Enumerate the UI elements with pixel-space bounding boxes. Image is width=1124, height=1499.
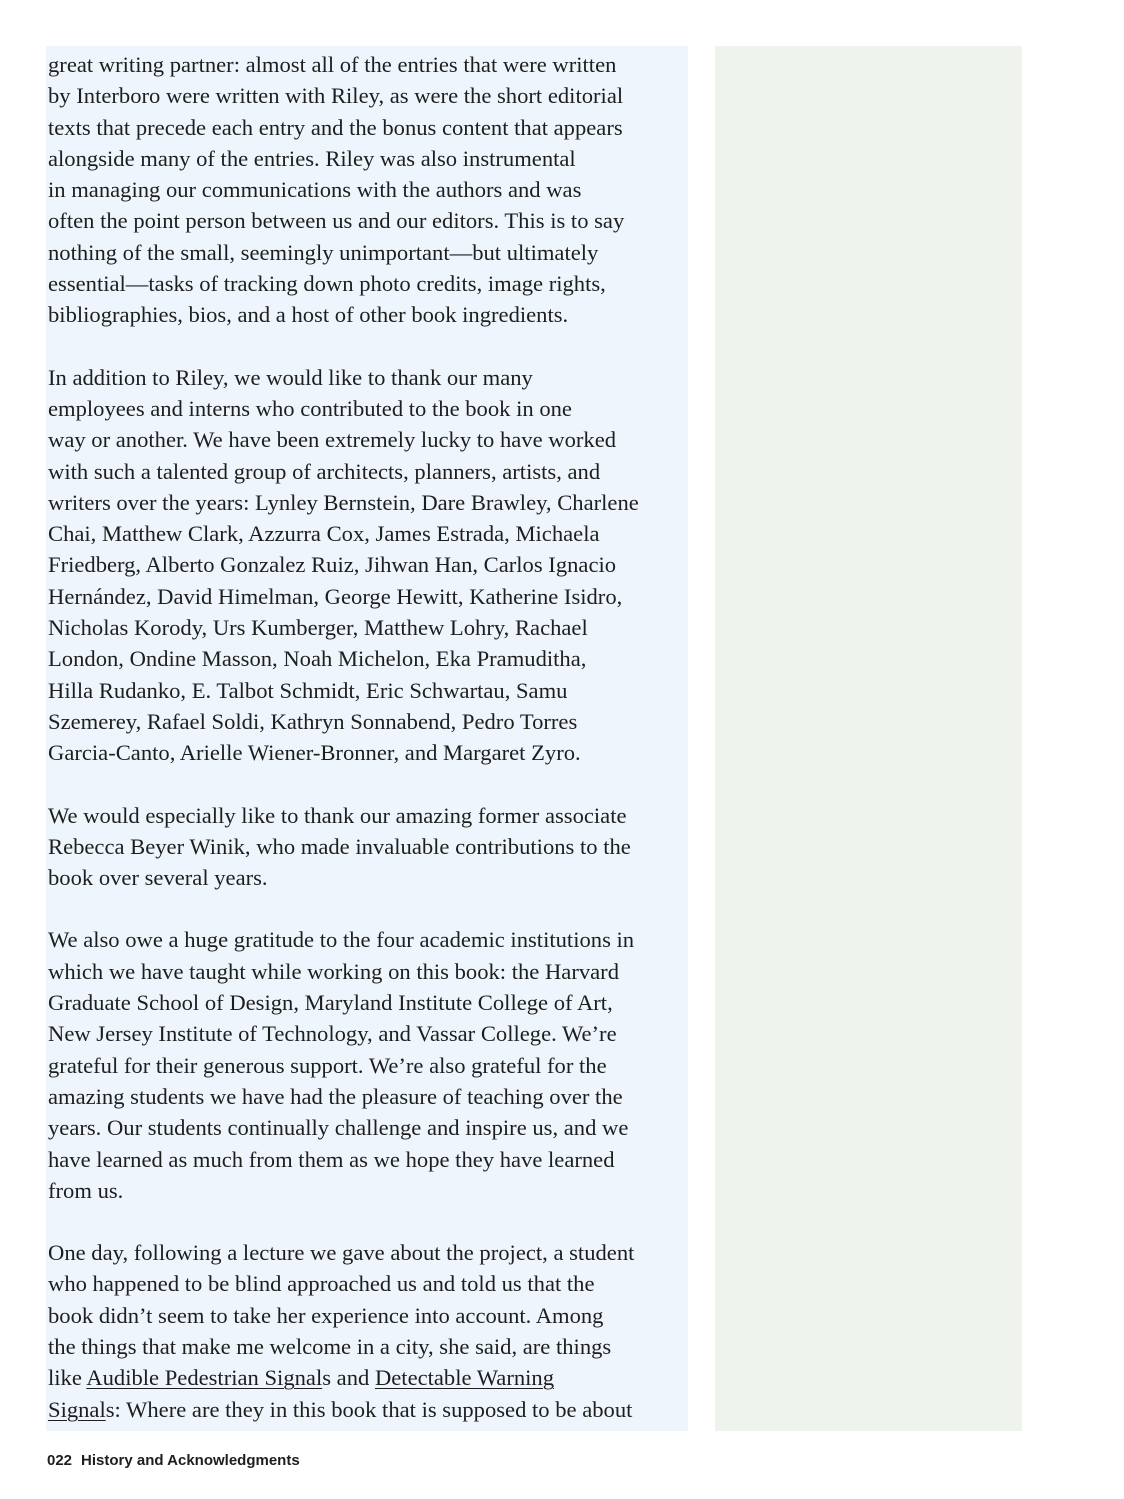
text-line: alongside many of the entries. Riley was also instrumental [48, 145, 576, 171]
link-detectable-warning-signals[interactable]: Detectable Warning [374, 1365, 555, 1391]
body-text-column [46, 46, 688, 1431]
text-segment: s: Where are they in this book that is supposed to be about [105, 1396, 633, 1422]
text-line: Hilla Rudanko, E. Talbot Schmidt, Eric Schwartau, Samu [48, 677, 568, 703]
paragraph [48, 924, 688, 1206]
text-line: who happened to be blind approached us and told us that the [48, 1271, 595, 1297]
text-line: Graduate School of Design, Maryland Institute College of Art, [48, 990, 613, 1016]
text-line: Chai, Matthew Clark, Azzurra Cox, James Estrada, Michaela [48, 521, 600, 547]
paragraph-closing-lines [48, 1362, 688, 1425]
paragraph [48, 1237, 688, 1362]
text-line: We would especially like to thank our amazing former associate [48, 802, 627, 828]
text-line: great writing partner: almost all of the entries that were written [48, 52, 617, 77]
text-segment: s and [322, 1365, 375, 1391]
text-line: often the point person between us and our editors. This is to say [48, 208, 625, 234]
text-line: Nicholas Korody, Urs Kumberger, Matthew Lohry, Rachael [48, 615, 588, 641]
text-line: nothing of the small, seemingly unimportant—but ultimately [48, 239, 599, 265]
text-line: grateful for their generous support. We’re also grateful for the [48, 1052, 607, 1078]
page-footer [47, 1452, 300, 1469]
paragraph [48, 800, 688, 894]
text-line: Szemerey, Rafael Soldi, Kathryn Sonnabend, Pedro Torres [48, 708, 578, 734]
text-line [48, 1362, 688, 1393]
text-line: the things that make me welcome in a city, she said, are things [48, 1333, 612, 1359]
text-line: New Jersey Institute of Technology, and Vassar College. We’re [48, 1021, 617, 1047]
text-line: with such a talented group of architects, planners, artists, and [48, 458, 601, 484]
link-audible-pedestrian-signals[interactable]: Audible Pedestrian Signal [86, 1365, 323, 1391]
paragraph [48, 49, 688, 331]
text-line: writers over the years: Lynley Bernstein, Dare Brawley, Charlene [48, 489, 639, 515]
text-line: way or another. We have been extremely lucky to have worked [48, 427, 617, 453]
link-detectable-warning-signals-continued[interactable]: Signal [48, 1396, 106, 1422]
section-title: History and Acknowledgments [81, 1452, 300, 1469]
text-line: Garcia-Canto, Arielle Wiener-Bronner, and Margaret Zyro. [48, 740, 581, 766]
text-line: which we have taught while working on this book: the Harvard [48, 958, 619, 984]
text-line: Friedberg, Alberto Gonzalez Ruiz, Jihwan Han, Carlos Ignacio [48, 552, 617, 578]
text-line: by Interboro were written with Riley, as were the short editorial [48, 83, 624, 109]
text-line: from us. [48, 1177, 124, 1203]
text-line: texts that precede each entry and the bonus content that appears [48, 114, 623, 140]
text-line: have learned as much from them as we hope they have learned [48, 1146, 615, 1172]
text-segment: like [48, 1365, 87, 1391]
body-paragraphs [48, 49, 688, 1362]
text-line: Rebecca Beyer Winik, who made invaluable contributions to the [48, 833, 631, 859]
text-line: employees and interns who contributed to the book in one [48, 395, 572, 421]
text-line [48, 1394, 688, 1425]
text-line: We also owe a huge gratitude to the four academic institutions in [48, 927, 635, 953]
text-line: in managing our communications with the authors and was [48, 177, 582, 203]
text-line: amazing students we have had the pleasure of teaching over the [48, 1083, 623, 1109]
side-margin-panel [715, 46, 1022, 1431]
text-line: Hernández, David Himelman, George Hewitt, Katherine Isidro, [48, 583, 623, 609]
text-line: book over several years. [48, 865, 268, 891]
paragraph [48, 362, 688, 769]
text-line: In addition to Riley, we would like to thank our many [48, 364, 533, 390]
text-line: book didn’t seem to take her experience into account. Among [48, 1302, 604, 1328]
text-line: essential—tasks of tracking down photo credits, image rights, [48, 271, 606, 297]
text-line: One day, following a lecture we gave about the project, a student [48, 1240, 635, 1266]
text-line: London, Ondine Masson, Noah Michelon, Eka Pramuditha, [48, 646, 587, 672]
page-number: 022 [47, 1452, 73, 1469]
text-line: bibliographies, bios, and a host of other book ingredients. [48, 302, 569, 328]
text-line: years. Our students continually challenge and inspire us, and we [48, 1115, 629, 1141]
